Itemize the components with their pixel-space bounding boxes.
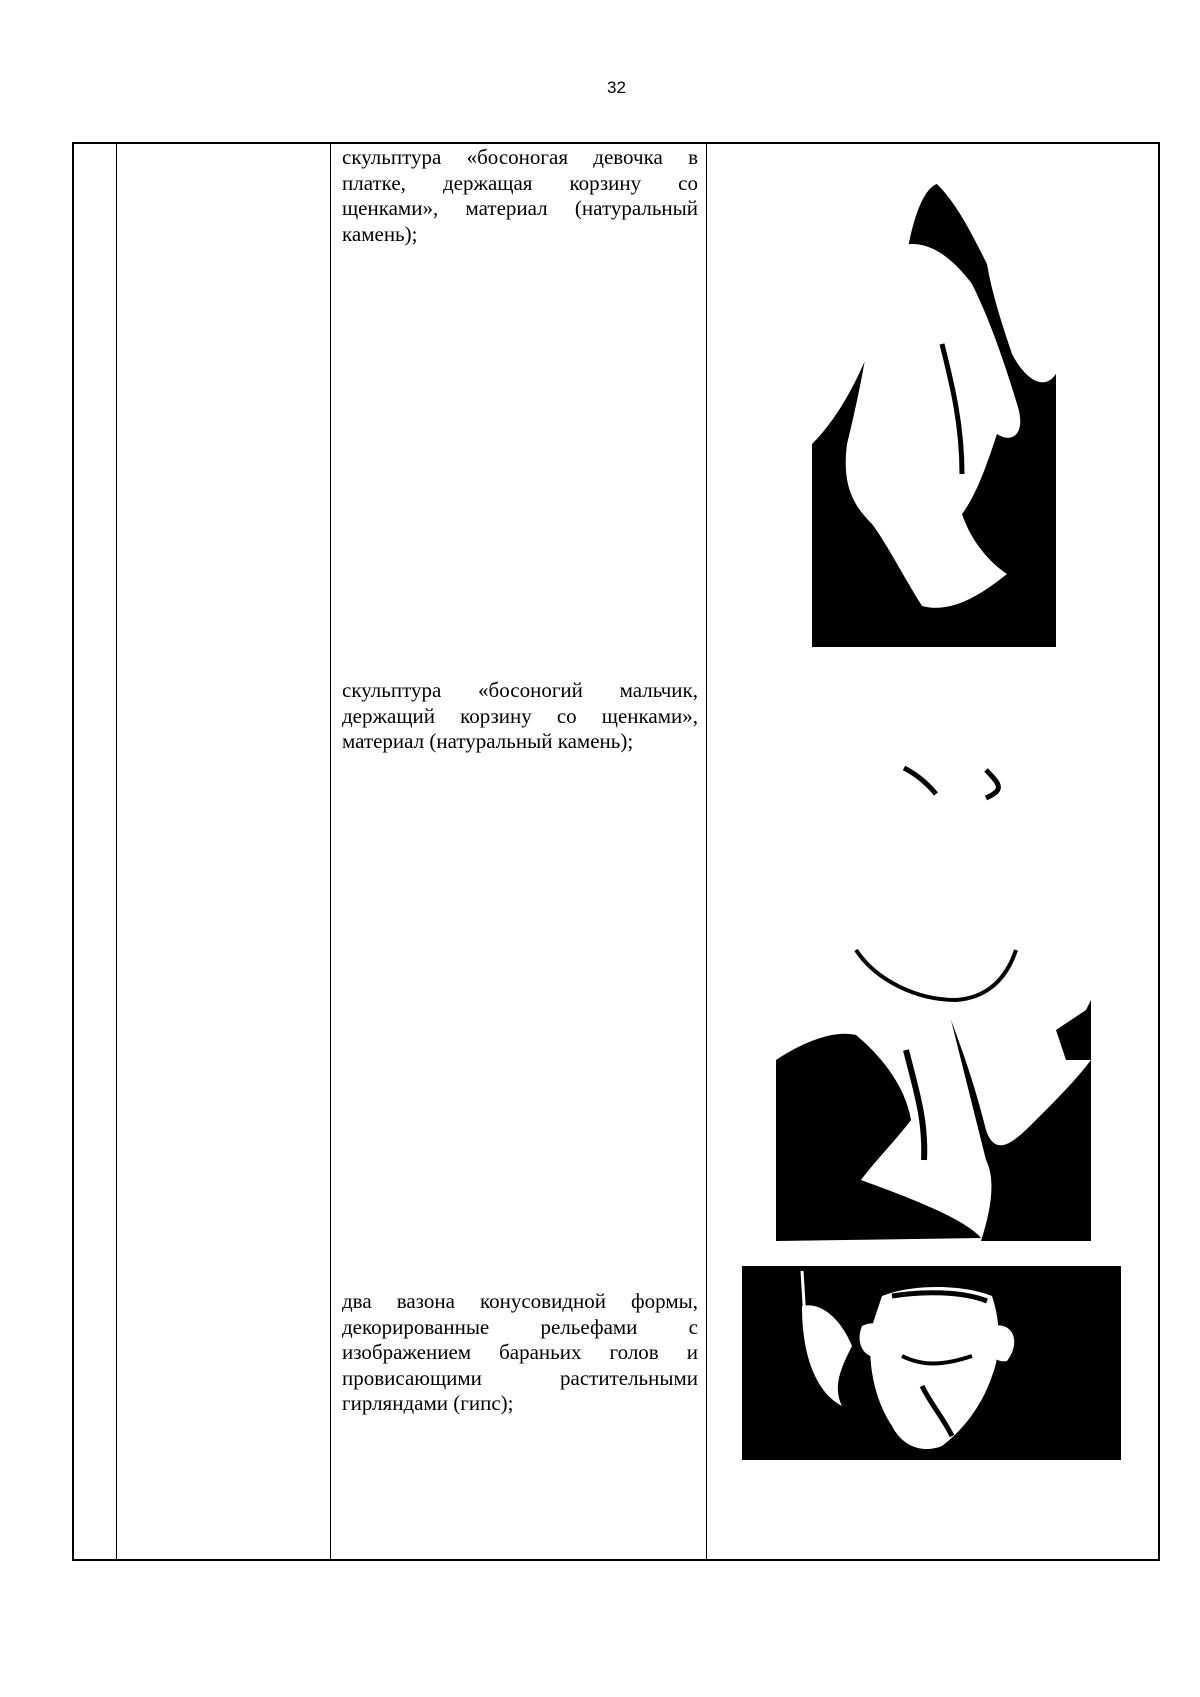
page-number: 32 [607, 78, 626, 97]
row-1-description: скульптура «босоногая девочка в платке, держащая корзину со щенками», материал (натуральный камень); [342, 145, 698, 246]
column-divider-3 [706, 144, 707, 1559]
boy-sculpture-image [776, 760, 1091, 1241]
photo-girl-sculpture [812, 144, 1056, 647]
girl-sculpture-image [812, 144, 1056, 647]
photo-boy-sculpture [776, 760, 1091, 1241]
column-divider-2 [330, 144, 331, 1559]
photo-vase [742, 1266, 1121, 1460]
row-3-description: два вазона конусовидной формы, декорированные рельефами с изображением бараньих голов и провисающими растительными гирляндами (гипс); [342, 1289, 698, 1415]
column-divider-1 [116, 144, 117, 1559]
row-2-description: скульптура «босоногий мальчик, держащий корзину со щенками», материал (натуральный камень); [342, 678, 698, 753]
vase-image [742, 1266, 1121, 1460]
